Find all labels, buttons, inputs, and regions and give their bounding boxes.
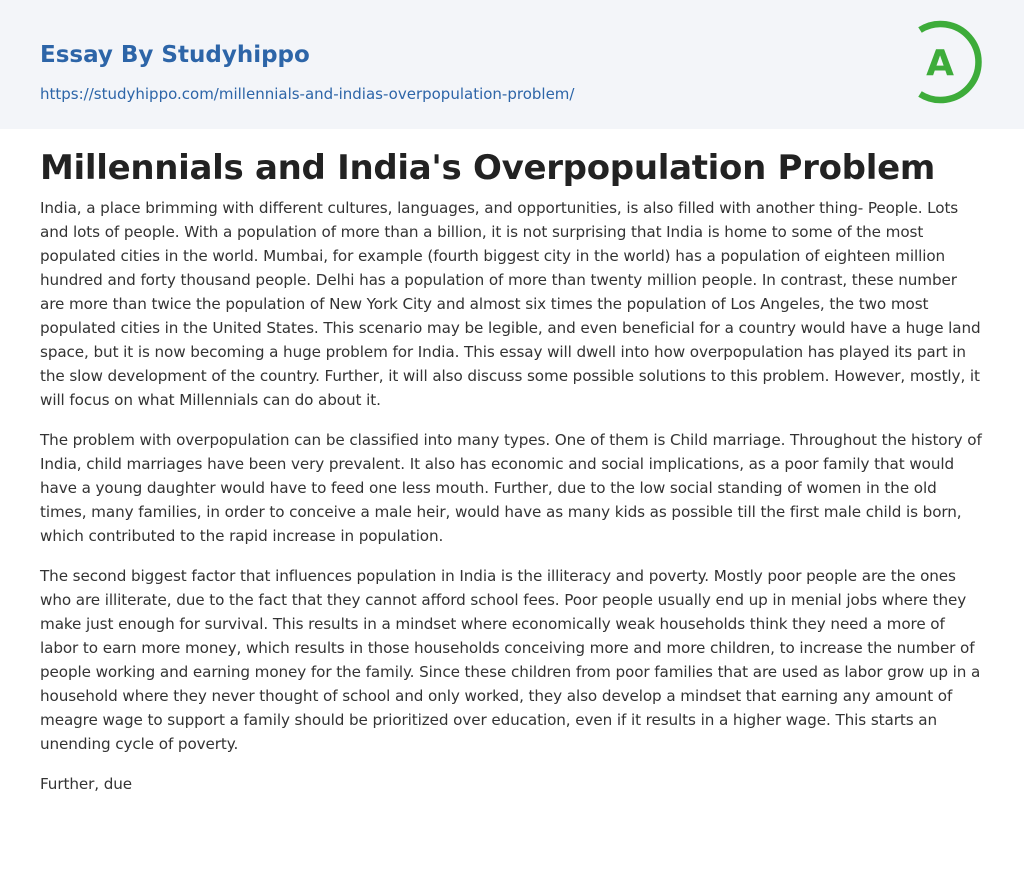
studyhippo-logo-icon[interactable] [912, 19, 986, 105]
article-paragraph: India, a place brimming with different cultures, languages, and opportunities, is also filled with another thing- People. Lots and lots of people. With a population of more than a billion, it is not surprising that India is home to some of the most populated cities in the world. Mumbai, for example (fourth biggest city in the world) has a population of eighteen million hundred and forty thousand people. Delhi has a population of more than twenty million people. In contrast, these number are more than twice the population of New York City and almost six times the population of Los Angeles, the two most populated cities in the United States. This scenario may be legible, and even beneficial for a country would have a huge land space, but it is now becoming a huge problem for India. This essay will dwell into how overpopulation has played its part in the slow development of the country. Further, it will also discuss some possible solutions to this problem. However, mostly, it will focus on what Millennials can do about it. [40, 199, 981, 409]
article-paragraph-truncated: Further, due [40, 775, 133, 793]
article-paragraph: The problem with overpopulation can be classified into many types. One of them is Child marriage. Throughout the history of India, child marriages have been very prevalent. It also has economic and social implications, as a poor family that would have a young daughter would have to feed one less mouth. Further, due to the low social standing of women in the old times, many families, in order to conceive a male heir, would have as many kids as possible till the first male child is born, which contributed to the rapid increase in population. [40, 431, 982, 545]
logo-letter: A [926, 43, 954, 84]
site-header [0, 0, 1024, 129]
essay-url-link[interactable]: https://studyhippo.com/millennials-and-indias-overpopulation-problem/ [40, 85, 575, 103]
article-paragraph: The second biggest factor that influences population in India is the illiteracy and poverty. Mostly poor people are the ones who are illiterate, due to the fact that they cannot afford school fees. Poor people usually end up in menial jobs where they make just enough for survival. This results in a mindset where economically weak households think they need a more of labor to earn more money, which results in those households conceiving more and more children, to increase the number of people working and earning money for the family. Since these children from poor families that are used as labor grow up in a household where they never thought of school and only worked, they also develop a mindset that earning any amount of meagre wage to support a family should be prioritized over education, even if it results in a higher wage. This starts an unending cycle of poverty. [40, 567, 981, 753]
article-title: Millennials and India's Overpopulation Problem [40, 148, 935, 188]
article [40, 146, 985, 812]
brand-title[interactable]: Essay By Studyhippo [40, 42, 310, 68]
